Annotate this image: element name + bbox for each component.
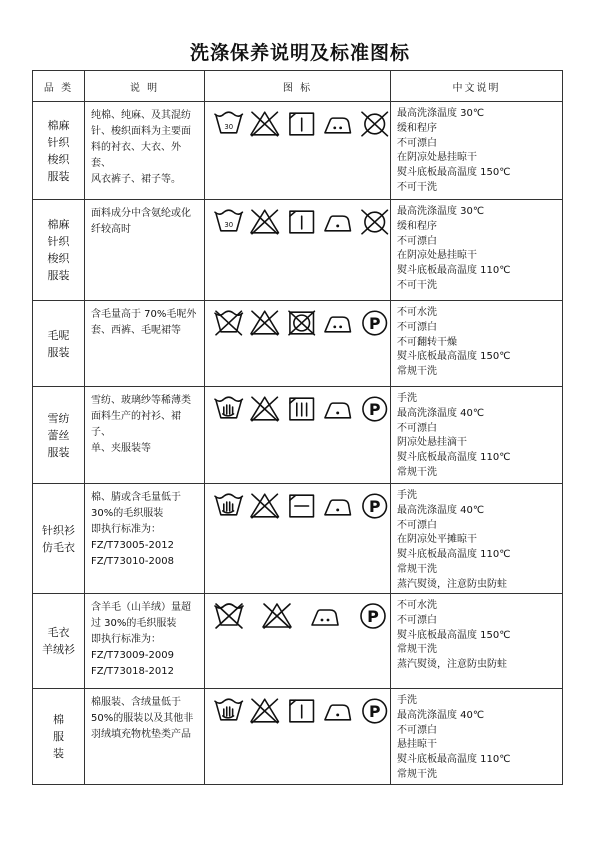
care-table	[32, 70, 563, 785]
description-line: 即执行标准为：	[91, 524, 161, 535]
description-cell	[85, 594, 205, 689]
notes-cell	[391, 484, 563, 594]
note-line: 在阴凉处平摊晾干	[397, 534, 477, 546]
icons-cell	[205, 594, 391, 689]
description-line: 过 30%的毛织服装	[91, 618, 177, 629]
no-bleach-icon	[249, 109, 280, 139]
category-line: 棉	[53, 713, 64, 726]
note-line: 不可干洗	[397, 279, 437, 291]
care-icon-row	[213, 696, 390, 726]
no-tumble-dry-icon	[286, 308, 317, 338]
note-line: 熨斗底板最高温度 110℃	[397, 452, 511, 464]
note-line: 蒸汽熨烫，注意防虫防蛀	[397, 578, 507, 590]
care-icon-row	[213, 207, 390, 237]
note-line: 常规干洗	[397, 466, 437, 478]
dry-clean-p-icon	[359, 308, 390, 338]
care-icon-row	[213, 394, 390, 424]
category-line: 装	[53, 747, 64, 760]
note-line: 常规干洗	[397, 644, 437, 656]
header-row	[33, 71, 563, 102]
note-line: 熨斗底板最高温度 150℃	[397, 167, 511, 179]
icons-cell	[205, 200, 391, 301]
description-line: 单、夹服装等	[91, 443, 151, 454]
category-line: 雪纺	[47, 411, 70, 425]
note-line: 常规干洗	[397, 768, 437, 780]
category-cell	[33, 301, 85, 387]
category-line: 服装	[47, 169, 70, 183]
note-line: 常规干洗	[397, 366, 437, 378]
category-line: 蕾丝	[47, 428, 70, 442]
note-line: 缓和程序	[397, 220, 437, 232]
note-line: 最高洗涤温度 30℃	[397, 206, 485, 217]
hand-wash-icon	[213, 696, 244, 726]
description-line: FZ/T73005-2012	[91, 540, 174, 551]
svg-text:P: P	[368, 496, 381, 516]
no-bleach-icon	[249, 308, 280, 338]
no-wash-icon	[213, 308, 244, 338]
icons-cell	[205, 689, 391, 785]
description-line: 套、西裤、毛呢裙等	[91, 325, 181, 336]
note-line: 不可干洗	[397, 181, 437, 193]
iron-one-dot-icon	[322, 207, 353, 237]
note-line: 不可漂白	[397, 724, 437, 736]
description-line: 含毛量高于 70%毛呢外	[91, 309, 197, 320]
note-line: 缓和程序	[397, 122, 437, 134]
description-cell	[85, 689, 205, 785]
iron-two-dots-icon	[322, 308, 353, 338]
hand-wash-icon	[213, 394, 244, 424]
dry-clean-p-icon	[359, 394, 390, 424]
description-line: 纤较高时	[91, 224, 131, 235]
no-bleach-icon	[249, 394, 280, 424]
category-line: 针织	[47, 235, 70, 248]
description-line: FZ/T73009-2009	[91, 650, 174, 661]
description-line: 羽绒填充物枕垫类产品	[91, 729, 191, 740]
category-line: 毛呢	[47, 328, 70, 342]
wash-30-icon	[213, 207, 244, 237]
category-cell	[33, 594, 85, 689]
description-line: FZ/T73018-2012	[91, 666, 174, 677]
description-line: 纯棉、纯麻、及其混纺	[91, 110, 191, 121]
note-line: 蒸汽熨烫，注意防虫防蛀	[397, 659, 507, 671]
description-line: 面料生产的衬衫、裙子、	[91, 411, 181, 438]
no-dry-clean-icon	[359, 207, 390, 237]
description-line: 含羊毛（山羊绒）量超	[91, 602, 191, 613]
dry-clean-p-icon	[357, 601, 389, 631]
note-line: 在阴凉处悬挂晾干	[397, 250, 477, 262]
wash-30-icon	[213, 109, 244, 139]
note-line: 熨斗底板最高温度 110℃	[397, 754, 511, 766]
note-line: 悬挂晾干	[397, 739, 437, 751]
svg-text:30: 30	[224, 122, 234, 131]
svg-text:P: P	[367, 607, 379, 626]
notes-cell	[391, 387, 563, 484]
notes-cell	[391, 200, 563, 301]
header-category: 品 类	[33, 71, 85, 102]
notes-cell	[391, 689, 563, 785]
category-cell	[33, 484, 85, 594]
note-line: 熨斗底板最高温度 150℃	[397, 351, 511, 363]
note-line: 阴凉处悬挂滴干	[397, 437, 467, 449]
table-row	[33, 689, 563, 785]
note-line: 手洗	[397, 695, 417, 706]
iron-one-dot-icon	[322, 491, 353, 521]
svg-text:P: P	[368, 313, 381, 333]
hang-dry-icon	[286, 109, 317, 139]
dry-clean-p-icon	[359, 696, 390, 726]
description-line: 30%的毛织服装	[91, 508, 164, 519]
category-line: 针织	[47, 135, 70, 149]
notes-cell	[391, 301, 563, 387]
description-line: 风衣裤子、裙子等。	[91, 174, 181, 185]
note-line: 手洗	[397, 393, 417, 404]
category-line: 梭织	[47, 252, 70, 265]
no-bleach-icon	[249, 491, 280, 521]
svg-text:30: 30	[224, 220, 234, 229]
note-line: 不可漂白	[397, 519, 437, 531]
hang-dry-icon	[286, 207, 317, 237]
table-row	[33, 102, 563, 200]
note-line: 在阴凉处悬挂晾干	[397, 152, 477, 164]
icons-cell	[205, 387, 391, 484]
category-line: 棉麻	[47, 118, 70, 132]
note-line: 不可水洗	[397, 307, 437, 318]
care-icon-row	[213, 308, 390, 338]
description-line: 雪纺、玻璃纱等稀薄类	[91, 395, 191, 406]
header-description: 说 明	[85, 71, 205, 102]
hang-dry-icon	[286, 696, 317, 726]
iron-two-dots-icon	[309, 601, 341, 631]
care-icon-row	[213, 491, 390, 521]
note-line: 不可漂白	[397, 321, 437, 333]
svg-text:P: P	[368, 701, 381, 721]
category-line: 服装	[47, 269, 70, 282]
table-row	[33, 484, 563, 594]
category-line: 梭织	[47, 152, 70, 166]
note-line: 最高洗涤温度 30℃	[397, 108, 485, 119]
no-wash-icon	[213, 601, 245, 631]
no-bleach-icon	[249, 207, 280, 237]
table-row	[33, 301, 563, 387]
header-chinese-notes: 中文说明	[391, 71, 563, 102]
header-icons: 图 标	[205, 71, 391, 102]
hand-wash-icon	[213, 491, 244, 521]
description-cell	[85, 387, 205, 484]
description-cell	[85, 301, 205, 387]
category-line: 毛衣	[47, 626, 70, 639]
iron-two-dots-icon	[322, 109, 353, 139]
description-cell	[85, 102, 205, 200]
no-bleach-icon	[249, 696, 280, 726]
category-line: 仿毛衣	[42, 540, 75, 554]
category-line: 棉麻	[47, 218, 70, 231]
description-line: 50%的服装以及其他非	[91, 713, 194, 724]
note-line: 手洗	[397, 490, 417, 501]
note-line: 不可水洗	[397, 600, 437, 611]
description-cell	[85, 200, 205, 301]
category-cell	[33, 102, 85, 200]
note-line: 最高洗涤温度 40℃	[397, 407, 485, 419]
table-row	[33, 594, 563, 689]
category-line: 针织衫	[42, 523, 75, 537]
category-cell	[33, 200, 85, 301]
icons-cell	[205, 301, 391, 387]
note-line: 不可翻转干燥	[397, 336, 457, 348]
table-row	[33, 200, 563, 301]
iron-one-dot-icon	[322, 394, 353, 424]
note-line: 不可漂白	[397, 235, 437, 247]
svg-text:P: P	[368, 399, 381, 419]
category-cell	[33, 387, 85, 484]
description-line: 料的衬衣、大衣、外套、	[91, 142, 181, 169]
icons-cell	[205, 102, 391, 200]
no-dry-clean-icon	[359, 109, 390, 139]
note-line: 最高洗涤温度 40℃	[397, 709, 485, 721]
iron-one-dot-icon	[322, 696, 353, 726]
note-line: 熨斗底板最高温度 150℃	[397, 629, 511, 641]
description-line: FZ/T73010-2008	[91, 556, 174, 567]
notes-cell	[391, 102, 563, 200]
page-title: 洗涤保养说明及标准图标	[189, 42, 410, 64]
no-bleach-icon	[261, 601, 293, 631]
note-line: 不可漂白	[397, 137, 437, 149]
drip-dry-icon	[286, 394, 317, 424]
description-line: 即执行标准为：	[91, 634, 161, 645]
table-row	[33, 387, 563, 484]
note-line: 熨斗底板最高温度 110℃	[397, 549, 511, 561]
note-line: 常规干洗	[397, 563, 437, 575]
note-line: 熨斗底板最高温度 110℃	[397, 265, 511, 277]
note-line: 不可漂白	[397, 422, 437, 434]
description-line: 棉服装、含绒量低于	[91, 697, 181, 708]
care-icon-row	[213, 109, 390, 139]
category-line: 羊绒衫	[42, 643, 75, 656]
category-line: 服	[53, 730, 64, 743]
description-line: 针、梭织面料为主要面	[91, 126, 191, 137]
category-cell	[33, 689, 85, 785]
notes-cell	[391, 594, 563, 689]
description-line: 棉、腈或含毛量低于	[91, 492, 181, 503]
dry-clean-p-icon	[359, 491, 390, 521]
category-line: 服装	[47, 345, 70, 359]
icons-cell	[205, 484, 391, 594]
care-icon-row	[213, 601, 390, 631]
note-line: 最高洗涤温度 40℃	[397, 504, 485, 516]
note-line: 不可漂白	[397, 614, 437, 626]
category-line: 服装	[47, 445, 70, 459]
description-line: 面料成分中含氨纶或化	[91, 208, 191, 219]
description-cell	[85, 484, 205, 594]
flat-dry-icon	[286, 491, 317, 521]
